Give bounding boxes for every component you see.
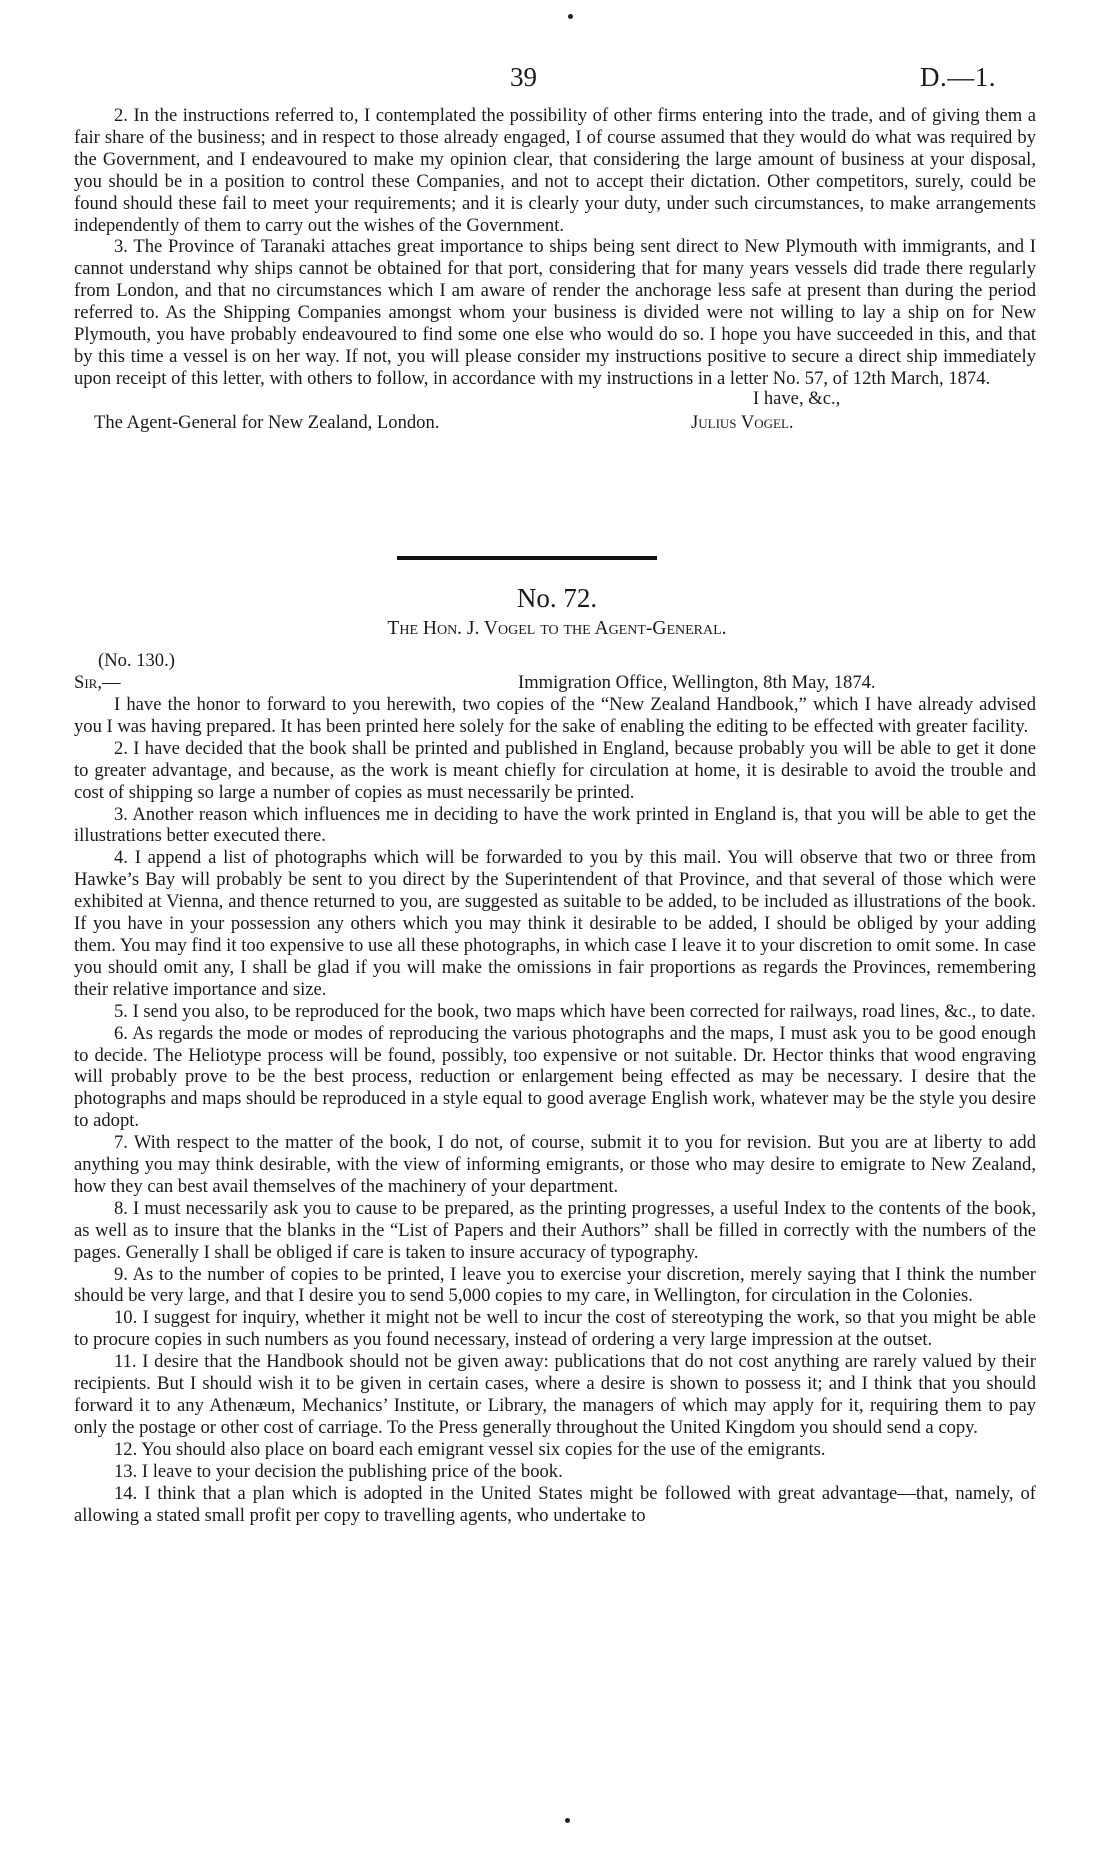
top-dot-mark xyxy=(568,14,573,19)
document-reference: D.—1. xyxy=(920,62,996,92)
letter2-paragraph: 14. I think that a plan which is adopted in the United States might be followed with great advantage—that, namely, of allowing a stated small profit per copy to travelling agents, who undertake to xyxy=(74,1482,1036,1526)
letter2-reference: (No. 130.) xyxy=(98,650,175,671)
letter2-paragraph: 9. As to the number of copies to be printed, I leave you to exercise your discretion, merely saying that I think the number should be very large, and that I desire you to send 5,000 copies to my care, in Wellington, for circulation in the Colonies. xyxy=(74,1263,1036,1307)
letter2-salutation: Sir,— xyxy=(74,672,121,693)
section-divider xyxy=(397,556,657,560)
letter2-paragraph: 3. Another reason which influences me in deciding to have the work printed in England is, that you will be able to get the illustrations better executed there. xyxy=(74,803,1036,847)
letter2-paragraph: 6. As regards the mode or modes of reproducing the various photographs and the maps, I must ask you to be good enough to decide. The Heliotype process will be found, possibly, too expensive or not suitable. Dr. Hector thinks that wood engraving will probably prove to be the best process, reduction or enlargement being effected as may be necessary. I desire that the photographs and maps should be reproduced in a style equal to good average English work, whatever may be the style you desire to adopt. xyxy=(74,1022,1036,1132)
letter2-paragraph: 7. With respect to the matter of the book, I do not, of course, submit it to you for revision. But you are at liberty to add anything you may think desirable, with the view of informing emigrants, or those who may desire to emigrate to New Zealand, how they can best avail themselves of the machinery of your department. xyxy=(74,1132,1036,1197)
bottom-dot-mark xyxy=(565,1818,570,1823)
letter2-paragraph: 2. I have decided that the book shall be printed and published in England, because probably you will be able to get it done to greater advantage, and because, as the work is meant chiefly for circulation at home, it is desirable to avoid the trouble and cost of shipping so large a number of copies as must necessarily be printed. xyxy=(74,737,1036,803)
letter2-place-date: Immigration Office, Wellington, 8th May, 1874. xyxy=(518,672,876,693)
letter2-paragraph: 8. I must necessarily ask you to cause to be prepared, as the printing progresses, a useful Index to the contents of the book, as well as to insure that the blanks in the “List of Papers and their Authors” shall be filled in correctly with the numbers of the pages. Generally I shall be obliged if care is taken to insure accuracy of typography. xyxy=(74,1197,1036,1263)
letter1-paragraph: 3. The Province of Taranaki attaches great importance to ships being sent direct to New Plymouth with immigrants, and I cannot understand why ships cannot be obtained for that port, considering that for many years vessels did trade there regularly from London, and that no circumstances which I am aware of render the anchorage less safe at present than during the period referred to. As the Shipping Companies amongst whom your business is divided were not willing to lay a ship on for New Plymouth, you have probably endeavoured to find some one else who would do so. I hope you have succeeded in this, and that by this time a vessel is on her way. If not, you will please consider my instructions positive to secure a direct ship immediately upon receipt of this letter, with others to follow, in accordance with my instructions in a letter No. 57, of 12th March, 1874. xyxy=(74,236,1036,389)
letter1-signature: Julius Vogel. xyxy=(691,412,794,433)
letter2-title: The Hon. J. Vogel to the Agent-General. xyxy=(387,618,727,639)
letter1-paragraph: 2. In the instructions referred to, I contemplated the possibility of other firms entering into the trade, and of giving them a fair share of the business; and in respect to those already engaged, I of course assumed that they would do what was required by the Government, and I endeavoured to make my opinion clear, that considering the large amount of business at your disposal, you should be in a position to control these Companies, and not to accept their dictation. Other competitors, surely, could be found should these fail to meet your requirements; and it is clearly your duty, under such circumstances, to make arrangements independently of them to carry out the wishes of the Government. xyxy=(74,105,1036,236)
letter2-number: No. 72. xyxy=(516,583,598,613)
letter2-paragraph: 4. I append a list of photographs which will be forwarded to you by this mail. You will observe that two or three from Hawke’s Bay will probably be sent to you direct by the Superintendent of that Province, and that several of those which were exhibited at Vienna, and thence returned to you, are suggested as suitable to be added, to be included as illustrations of the book. If you have in your possession any others which you may think it desirable to be added, I should be obliged by your adding them. You may find it too expensive to use all these photographs, in which case I leave it to your discretion to omit some. In case you should omit any, I shall be glad if you will make the omissions in fair proportions as regards the Provinces, remembering their relative importance and size. xyxy=(74,847,1036,1000)
letter1-body xyxy=(74,105,1036,390)
letter2-paragraph: 12. You should also place on board each emigrant vessel six copies for the use of the emigrants. xyxy=(114,1438,826,1460)
page-header xyxy=(0,62,1114,102)
letter2-paragraph: 10. I suggest for inquiry, whether it might not be well to incur the cost of stereotyping the work, so that you might be able to procure copies in such numbers as you found necessary, instead of ordering a very large impression at the outset. xyxy=(74,1307,1036,1351)
letter2-paragraph: 13. I leave to your decision the publishing price of the book. xyxy=(114,1460,563,1482)
letter2-paragraph: I have the honor to forward to you herewith, two copies of the “New Zealand Handbook,” which I have already advised you I was having prepared. It has been printed here solely for the sake of enabling the editing to be effected with greater facility. xyxy=(74,694,1036,737)
page-number: 39 xyxy=(510,62,537,92)
letter1-addressee: The Agent-General for New Zealand, London. xyxy=(94,412,440,433)
letter1-closing: I have, &c., xyxy=(753,388,841,409)
letter2-body xyxy=(74,694,1036,1526)
letter2-paragraph: 11. I desire that the Handbook should not be given away: publications that do not cost anything are rarely valued by their recipients. But I should wish it to be given in certain cases, where a desire is shown to possess it; and I think that you should forward it to any Athenæum, Mechanics’ Institute, or Library, the managers of which may apply for it, requiring them to pay only the postage or other cost of carriage. To the Press generally throughout the United Kingdom you should send a copy. xyxy=(74,1351,1036,1438)
letter2-paragraph: 5. I send you also, to be reproduced for the book, two maps which have been corrected for railways, road lines, &c., to date. xyxy=(114,1000,1036,1022)
